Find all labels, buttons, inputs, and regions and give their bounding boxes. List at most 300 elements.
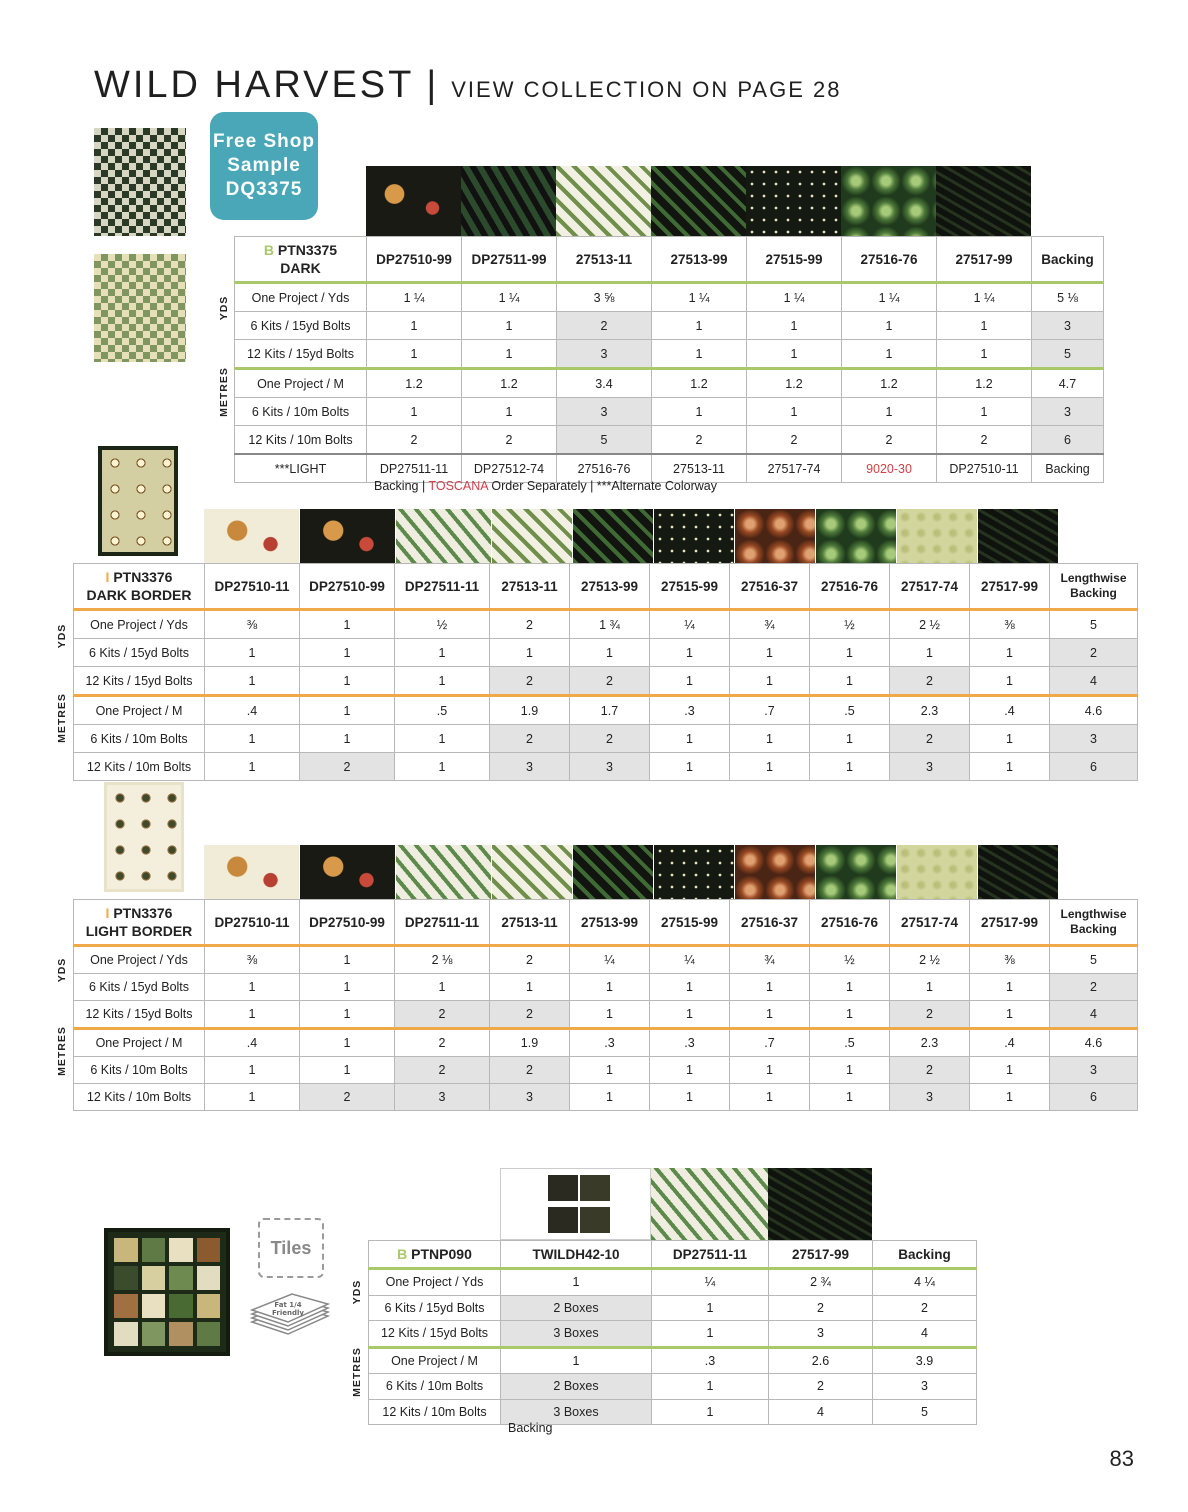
column-header: 27517-99	[769, 1241, 873, 1269]
pattern-name: DARK	[280, 260, 321, 276]
table-row	[74, 696, 1138, 725]
table-cell: 1	[730, 1057, 810, 1084]
swatch-TWILDH42-10	[500, 1168, 651, 1240]
table-cell: 2	[462, 426, 557, 455]
table-cell: 2	[652, 426, 747, 455]
quilt-image-light	[94, 254, 186, 362]
row-label: 12 Kits / 10m Bolts	[369, 1399, 501, 1425]
column-header: DP27511-11	[395, 564, 490, 610]
table-cell: 1	[937, 340, 1032, 369]
row-label: 6 Kits / 15yd Bolts	[74, 639, 205, 667]
fabric-swatch	[573, 509, 653, 563]
table-cell: 4.7	[1032, 369, 1104, 398]
table-row	[369, 1269, 977, 1296]
column-header: Backing	[873, 1241, 977, 1269]
quilt-image-light-border	[104, 782, 184, 892]
table-cell: 1	[300, 1057, 395, 1084]
swatch-DP27511-99	[461, 166, 556, 236]
fabric-swatch	[978, 509, 1058, 563]
row-label: 6 Kits / 10m Bolts	[235, 398, 367, 426]
pattern-code: PTNP090	[411, 1246, 472, 1262]
table-cell: 4	[769, 1399, 873, 1425]
table-cell: 1	[970, 667, 1050, 696]
table-cell: 1	[205, 974, 300, 1001]
table-cell: 3	[1032, 398, 1104, 426]
table-cell: 1	[650, 974, 730, 1001]
table-row	[235, 398, 1104, 426]
table-cell: 1	[205, 667, 300, 696]
pattern-header	[235, 237, 367, 283]
quilt-image-tiles	[104, 1228, 230, 1356]
table-cell: 1	[300, 946, 395, 974]
table-cell: 1	[570, 1084, 650, 1111]
table-cell: Backing	[1032, 454, 1104, 483]
table-cell: 1	[367, 398, 462, 426]
table-cell: 1 ¼	[367, 283, 462, 312]
table-cell: ⅜	[205, 946, 300, 974]
column-header: 27517-74	[890, 564, 970, 610]
table-cell: 3 Boxes	[501, 1321, 652, 1348]
table-cell: .3	[650, 696, 730, 725]
table-cell: 4	[1050, 1001, 1138, 1029]
table-cell: 1	[730, 1001, 810, 1029]
table-cell: ¾	[730, 610, 810, 639]
table-cell: 2.6	[769, 1347, 873, 1374]
swatch-27515-99	[746, 166, 841, 236]
row-label: 6 Kits / 15yd Bolts	[74, 974, 205, 1001]
table-cell: 3	[1050, 725, 1138, 753]
column-header: 27517-99	[970, 900, 1050, 946]
row-label: One Project / M	[369, 1347, 501, 1374]
table-cell: 2	[490, 1001, 570, 1029]
fabric-swatch	[897, 845, 977, 899]
table-cell: 1	[205, 639, 300, 667]
pattern-name: LIGHT BORDER	[85, 923, 193, 939]
table-cell: 1	[462, 398, 557, 426]
row-label: One Project / M	[74, 1029, 205, 1057]
table-cell: 4 ¼	[873, 1269, 977, 1296]
table-cell: 1.2	[842, 369, 937, 398]
table-cell: 1	[300, 639, 395, 667]
table-cell: 2	[1050, 639, 1138, 667]
table-cell: ¾	[730, 946, 810, 974]
collection-name: WILD HARVEST	[94, 64, 415, 106]
table-cell: 1	[970, 1084, 1050, 1111]
row-label: 6 Kits / 10m Bolts	[74, 1057, 205, 1084]
row-label: One Project / Yds	[235, 283, 367, 312]
column-header: 27517-74	[890, 900, 970, 946]
table-cell: ⅜	[205, 610, 300, 639]
badge-line-1: Free Shop	[213, 131, 315, 152]
table-cell: 5 ⅛	[1032, 283, 1104, 312]
table-cell: 1	[395, 667, 490, 696]
table-cell: 2	[490, 725, 570, 753]
table-cell: 3	[890, 753, 970, 781]
column-header-backing	[1050, 900, 1138, 946]
yardage-table-ptnp090	[368, 1240, 977, 1425]
column-header: 27516-76	[810, 900, 890, 946]
table-cell: 1	[810, 1084, 890, 1111]
table-cell: .4	[970, 696, 1050, 725]
fabric-swatch	[735, 845, 815, 899]
swatch-DP27510-99	[366, 166, 461, 236]
table-cell: 1	[810, 753, 890, 781]
table-cell: 1	[501, 1347, 652, 1374]
yardage-table-ptn3376-dark	[73, 563, 1138, 781]
table-row	[74, 753, 1138, 781]
table-row	[74, 1084, 1138, 1111]
table-cell: DP27511-11	[367, 454, 462, 483]
table-cell: 3	[490, 753, 570, 781]
column-header: 27515-99	[650, 900, 730, 946]
table-cell: 2 ½	[890, 610, 970, 639]
fabric-swatch	[816, 845, 896, 899]
column-header: 27516-37	[730, 900, 810, 946]
table-cell: 1	[842, 312, 937, 340]
table-cell: 1	[970, 753, 1050, 781]
table-cell: 2	[570, 667, 650, 696]
table-cell: 1	[842, 340, 937, 369]
pattern-code: PTN3376	[113, 569, 173, 585]
backing-line-2: Backing	[1070, 922, 1117, 936]
table-cell: 1	[462, 340, 557, 369]
pattern-letter: B	[397, 1246, 408, 1262]
table-cell: 1	[970, 725, 1050, 753]
table-cell: 3	[769, 1321, 873, 1348]
table-cell: 2	[490, 1057, 570, 1084]
table-cell: 1	[205, 1084, 300, 1111]
table-cell: 1	[300, 696, 395, 725]
table-cell: 5	[1050, 610, 1138, 639]
table-cell: DP27510-11	[937, 454, 1032, 483]
column-header: DP27510-99	[367, 237, 462, 283]
swatch-DP27511-11	[651, 1168, 768, 1240]
row-label: One Project / Yds	[369, 1269, 501, 1296]
table-cell: 1	[501, 1269, 652, 1296]
table-cell: .4	[205, 1029, 300, 1057]
pattern-code: PTN3376	[113, 905, 173, 921]
table-cell: 1	[650, 1001, 730, 1029]
table-cell: 3	[890, 1084, 970, 1111]
row-label: 12 Kits / 15yd Bolts	[74, 667, 205, 696]
pattern-header	[74, 900, 205, 946]
table-cell: 1	[650, 725, 730, 753]
table-row	[74, 667, 1138, 696]
table-cell: 3	[395, 1084, 490, 1111]
quilt-image-dark	[94, 128, 186, 236]
column-header: Backing	[1032, 237, 1104, 283]
table-cell: 1	[650, 639, 730, 667]
table-cell: 3	[1050, 1057, 1138, 1084]
table-cell: 1	[395, 639, 490, 667]
table-row	[235, 369, 1104, 398]
table-row	[235, 426, 1104, 455]
table-cell: 1	[205, 753, 300, 781]
table-cell: 1	[300, 1001, 395, 1029]
fabric-swatch	[204, 845, 299, 899]
row-label: 6 Kits / 15yd Bolts	[235, 312, 367, 340]
table-cell: 1.2	[652, 369, 747, 398]
quilt-image-dark-border	[98, 446, 178, 556]
table-cell: 1	[970, 974, 1050, 1001]
table-cell: 2	[890, 1057, 970, 1084]
table-cell: 1	[570, 639, 650, 667]
column-header: 27516-76	[842, 237, 937, 283]
table-cell: 2	[842, 426, 937, 455]
table-cell: 1	[300, 1029, 395, 1057]
table-cell: 1	[650, 1057, 730, 1084]
table-cell: 2	[300, 1084, 395, 1111]
table-cell: 2	[937, 426, 1032, 455]
fabric-swatch	[396, 509, 491, 563]
column-header: 27515-99	[650, 564, 730, 610]
table-cell: 1	[810, 1001, 890, 1029]
table-cell: 1	[810, 667, 890, 696]
table-cell: 1	[730, 1084, 810, 1111]
table-cell: 1	[937, 398, 1032, 426]
table-cell: 2 Boxes	[501, 1295, 652, 1321]
swatch-27513-99	[651, 166, 746, 236]
table-cell: 1	[970, 1057, 1050, 1084]
table-cell: 1	[730, 753, 810, 781]
badge-line-2: Sample	[227, 155, 301, 176]
table-cell: 1	[842, 398, 937, 426]
table-cell: 1	[810, 639, 890, 667]
table-cell: 1 ¼	[462, 283, 557, 312]
table-cell: 2	[300, 753, 395, 781]
table-cell: DP27512-74	[462, 454, 557, 483]
table-cell: 3 ⅝	[557, 283, 652, 312]
table-row	[74, 974, 1138, 1001]
table-cell: 2	[873, 1295, 977, 1321]
table-cell: 1	[730, 639, 810, 667]
side-label-yds: YDS	[56, 623, 68, 649]
table-cell: ½	[810, 610, 890, 639]
swatch-27517-99	[936, 166, 1031, 236]
table-cell: ¼	[650, 946, 730, 974]
table-cell: 1	[730, 667, 810, 696]
table-row	[74, 639, 1138, 667]
table-cell: 4	[1050, 667, 1138, 696]
table-row	[74, 1001, 1138, 1029]
table-cell: 4	[873, 1321, 977, 1348]
column-header: 27513-99	[570, 900, 650, 946]
table-cell: 1.2	[747, 369, 842, 398]
table-cell: 2	[490, 946, 570, 974]
table-cell: 3	[490, 1084, 570, 1111]
row-label: One Project / Yds	[74, 946, 205, 974]
table-cell: 2	[395, 1057, 490, 1084]
row-label: 12 Kits / 15yd Bolts	[74, 1001, 205, 1029]
table-cell: 3.4	[557, 369, 652, 398]
fabric-swatch	[396, 845, 491, 899]
table-cell: 1	[570, 1001, 650, 1029]
table-cell: 1	[300, 667, 395, 696]
fabric-swatch	[204, 509, 299, 563]
side-label-yds: YDS	[351, 1279, 363, 1305]
table-cell: 1	[652, 312, 747, 340]
table-cell: .7	[730, 1029, 810, 1057]
table-cell: 1	[570, 974, 650, 1001]
table-cell: 1	[652, 398, 747, 426]
fat-quarter-friendly-icon	[248, 1292, 332, 1342]
table-cell: 2.3	[890, 1029, 970, 1057]
column-header: 27515-99	[747, 237, 842, 283]
table-cell: 6	[1050, 1084, 1138, 1111]
table-cell: 1	[730, 725, 810, 753]
table-cell: 2.3	[890, 696, 970, 725]
table1-note	[374, 479, 717, 493]
table-cell: 1 ¼	[842, 283, 937, 312]
row-label: 12 Kits / 15yd Bolts	[369, 1321, 501, 1348]
tiles-logo-icon: Tiles	[258, 1218, 324, 1278]
free-shop-sample-badge	[210, 112, 318, 220]
note-text-1: Backing |	[374, 479, 429, 493]
table-row	[369, 1295, 977, 1321]
column-header: DP27511-99	[462, 237, 557, 283]
table-cell: 27516-76	[557, 454, 652, 483]
table-cell: 1	[652, 1295, 769, 1321]
table-cell: 2	[490, 667, 570, 696]
table-cell: 1	[970, 1001, 1050, 1029]
table-cell: 1	[730, 974, 810, 1001]
column-header: DP27511-11	[395, 900, 490, 946]
table-cell: 2	[395, 1029, 490, 1057]
table-cell: 1	[937, 312, 1032, 340]
table-cell: 1.7	[570, 696, 650, 725]
note-text-2: Order Separately | ***Alternate Colorway	[487, 479, 717, 493]
table-cell: 1	[490, 974, 570, 1001]
column-header: 27516-76	[810, 564, 890, 610]
page-number: 83	[1109, 1446, 1134, 1471]
table-cell: ¼	[570, 946, 650, 974]
table-cell: ⅜	[970, 946, 1050, 974]
table-cell: ¼	[652, 1269, 769, 1296]
table-cell: .4	[970, 1029, 1050, 1057]
yardage-table-ptn3376-light	[73, 899, 1138, 1111]
table-row	[369, 1347, 977, 1374]
table-cell: 5	[557, 426, 652, 455]
column-header: TWILDH42-10	[501, 1241, 652, 1269]
fabric-swatch	[573, 845, 653, 899]
swatch-27513-11	[556, 166, 651, 236]
table-cell: 1 ¼	[937, 283, 1032, 312]
view-collection-link[interactable]: VIEW COLLECTION ON PAGE 28	[451, 77, 842, 102]
backing-line-1: Lengthwise	[1060, 907, 1127, 921]
table-cell: 2	[367, 426, 462, 455]
column-header: DP27510-11	[205, 564, 300, 610]
table-row	[74, 1029, 1138, 1057]
table-cell: 4.6	[1050, 1029, 1138, 1057]
fabric-swatch	[300, 509, 395, 563]
column-header: 27517-99	[970, 564, 1050, 610]
pattern-code: PTN3375	[277, 242, 338, 258]
pattern-letter: I	[105, 905, 110, 921]
table-cell: 2	[890, 725, 970, 753]
yardage-table-ptn3375	[234, 236, 1104, 483]
table-cell: .3	[652, 1347, 769, 1374]
table-cell: 6	[1032, 426, 1104, 455]
table-cell: 1	[810, 974, 890, 1001]
column-header: 27513-11	[490, 564, 570, 610]
column-header: 27517-99	[937, 237, 1032, 283]
table-row	[369, 1399, 977, 1425]
table-cell: 1	[462, 312, 557, 340]
table-cell: .5	[810, 696, 890, 725]
table-cell: 1	[747, 340, 842, 369]
table-cell: 1	[747, 398, 842, 426]
table-cell: 2 ½	[890, 946, 970, 974]
column-header: DP27510-11	[205, 900, 300, 946]
side-label-yds: YDS	[218, 295, 230, 321]
table-cell: 1.9	[490, 1029, 570, 1057]
table-row	[74, 610, 1138, 639]
table-cell: 1.2	[462, 369, 557, 398]
pattern-letter: I	[105, 569, 110, 585]
pattern-letter: B	[263, 242, 275, 258]
table-cell: 2	[890, 667, 970, 696]
table-cell: 1	[650, 753, 730, 781]
table4-note: Backing	[508, 1421, 553, 1435]
pattern-name: DARK BORDER	[86, 587, 192, 603]
table-cell: 2	[1050, 974, 1138, 1001]
column-header: 27513-11	[557, 237, 652, 283]
fabric-swatch	[735, 509, 815, 563]
table-cell: .4	[205, 696, 300, 725]
row-label: 12 Kits / 10m Bolts	[74, 1084, 205, 1111]
table-row	[74, 946, 1138, 974]
table-cell: 3	[557, 398, 652, 426]
table-cell: 3	[557, 340, 652, 369]
row-label: 12 Kits / 10m Bolts	[74, 753, 205, 781]
table-cell: 1	[890, 639, 970, 667]
column-header: 27516-37	[730, 564, 810, 610]
column-header: DP27510-99	[300, 564, 395, 610]
fat-label-2: Friendly	[272, 1309, 304, 1317]
table-cell: 5	[873, 1399, 977, 1425]
page-title	[94, 64, 841, 107]
table-cell: 3	[570, 753, 650, 781]
table-cell: 1	[367, 340, 462, 369]
column-header: DP27511-11	[652, 1241, 769, 1269]
title-separator: |	[426, 64, 440, 106]
fabric-swatch	[492, 845, 572, 899]
fabric-swatch	[978, 845, 1058, 899]
table-row	[235, 312, 1104, 340]
fabric-swatch	[492, 509, 572, 563]
table-cell: 1	[810, 1057, 890, 1084]
table-cell: .7	[730, 696, 810, 725]
table-cell: 1	[300, 974, 395, 1001]
table-cell: 1	[367, 312, 462, 340]
table-cell: 1	[395, 974, 490, 1001]
table-cell: 1	[205, 725, 300, 753]
table-cell: 5	[1032, 340, 1104, 369]
table-cell: 2	[890, 1001, 970, 1029]
table-cell: 1	[570, 1057, 650, 1084]
table-cell: 2 ⅛	[395, 946, 490, 974]
row-label: One Project / M	[235, 369, 367, 398]
table-cell: 2 ¾	[769, 1269, 873, 1296]
table-cell: 1.2	[367, 369, 462, 398]
table-row	[369, 1374, 977, 1400]
table-cell: 2	[747, 426, 842, 455]
table-cell: 2	[769, 1295, 873, 1321]
table-cell: 1	[652, 1374, 769, 1400]
table-row	[74, 725, 1138, 753]
column-header: DP27510-99	[300, 900, 395, 946]
table-cell: ¼	[650, 610, 730, 639]
